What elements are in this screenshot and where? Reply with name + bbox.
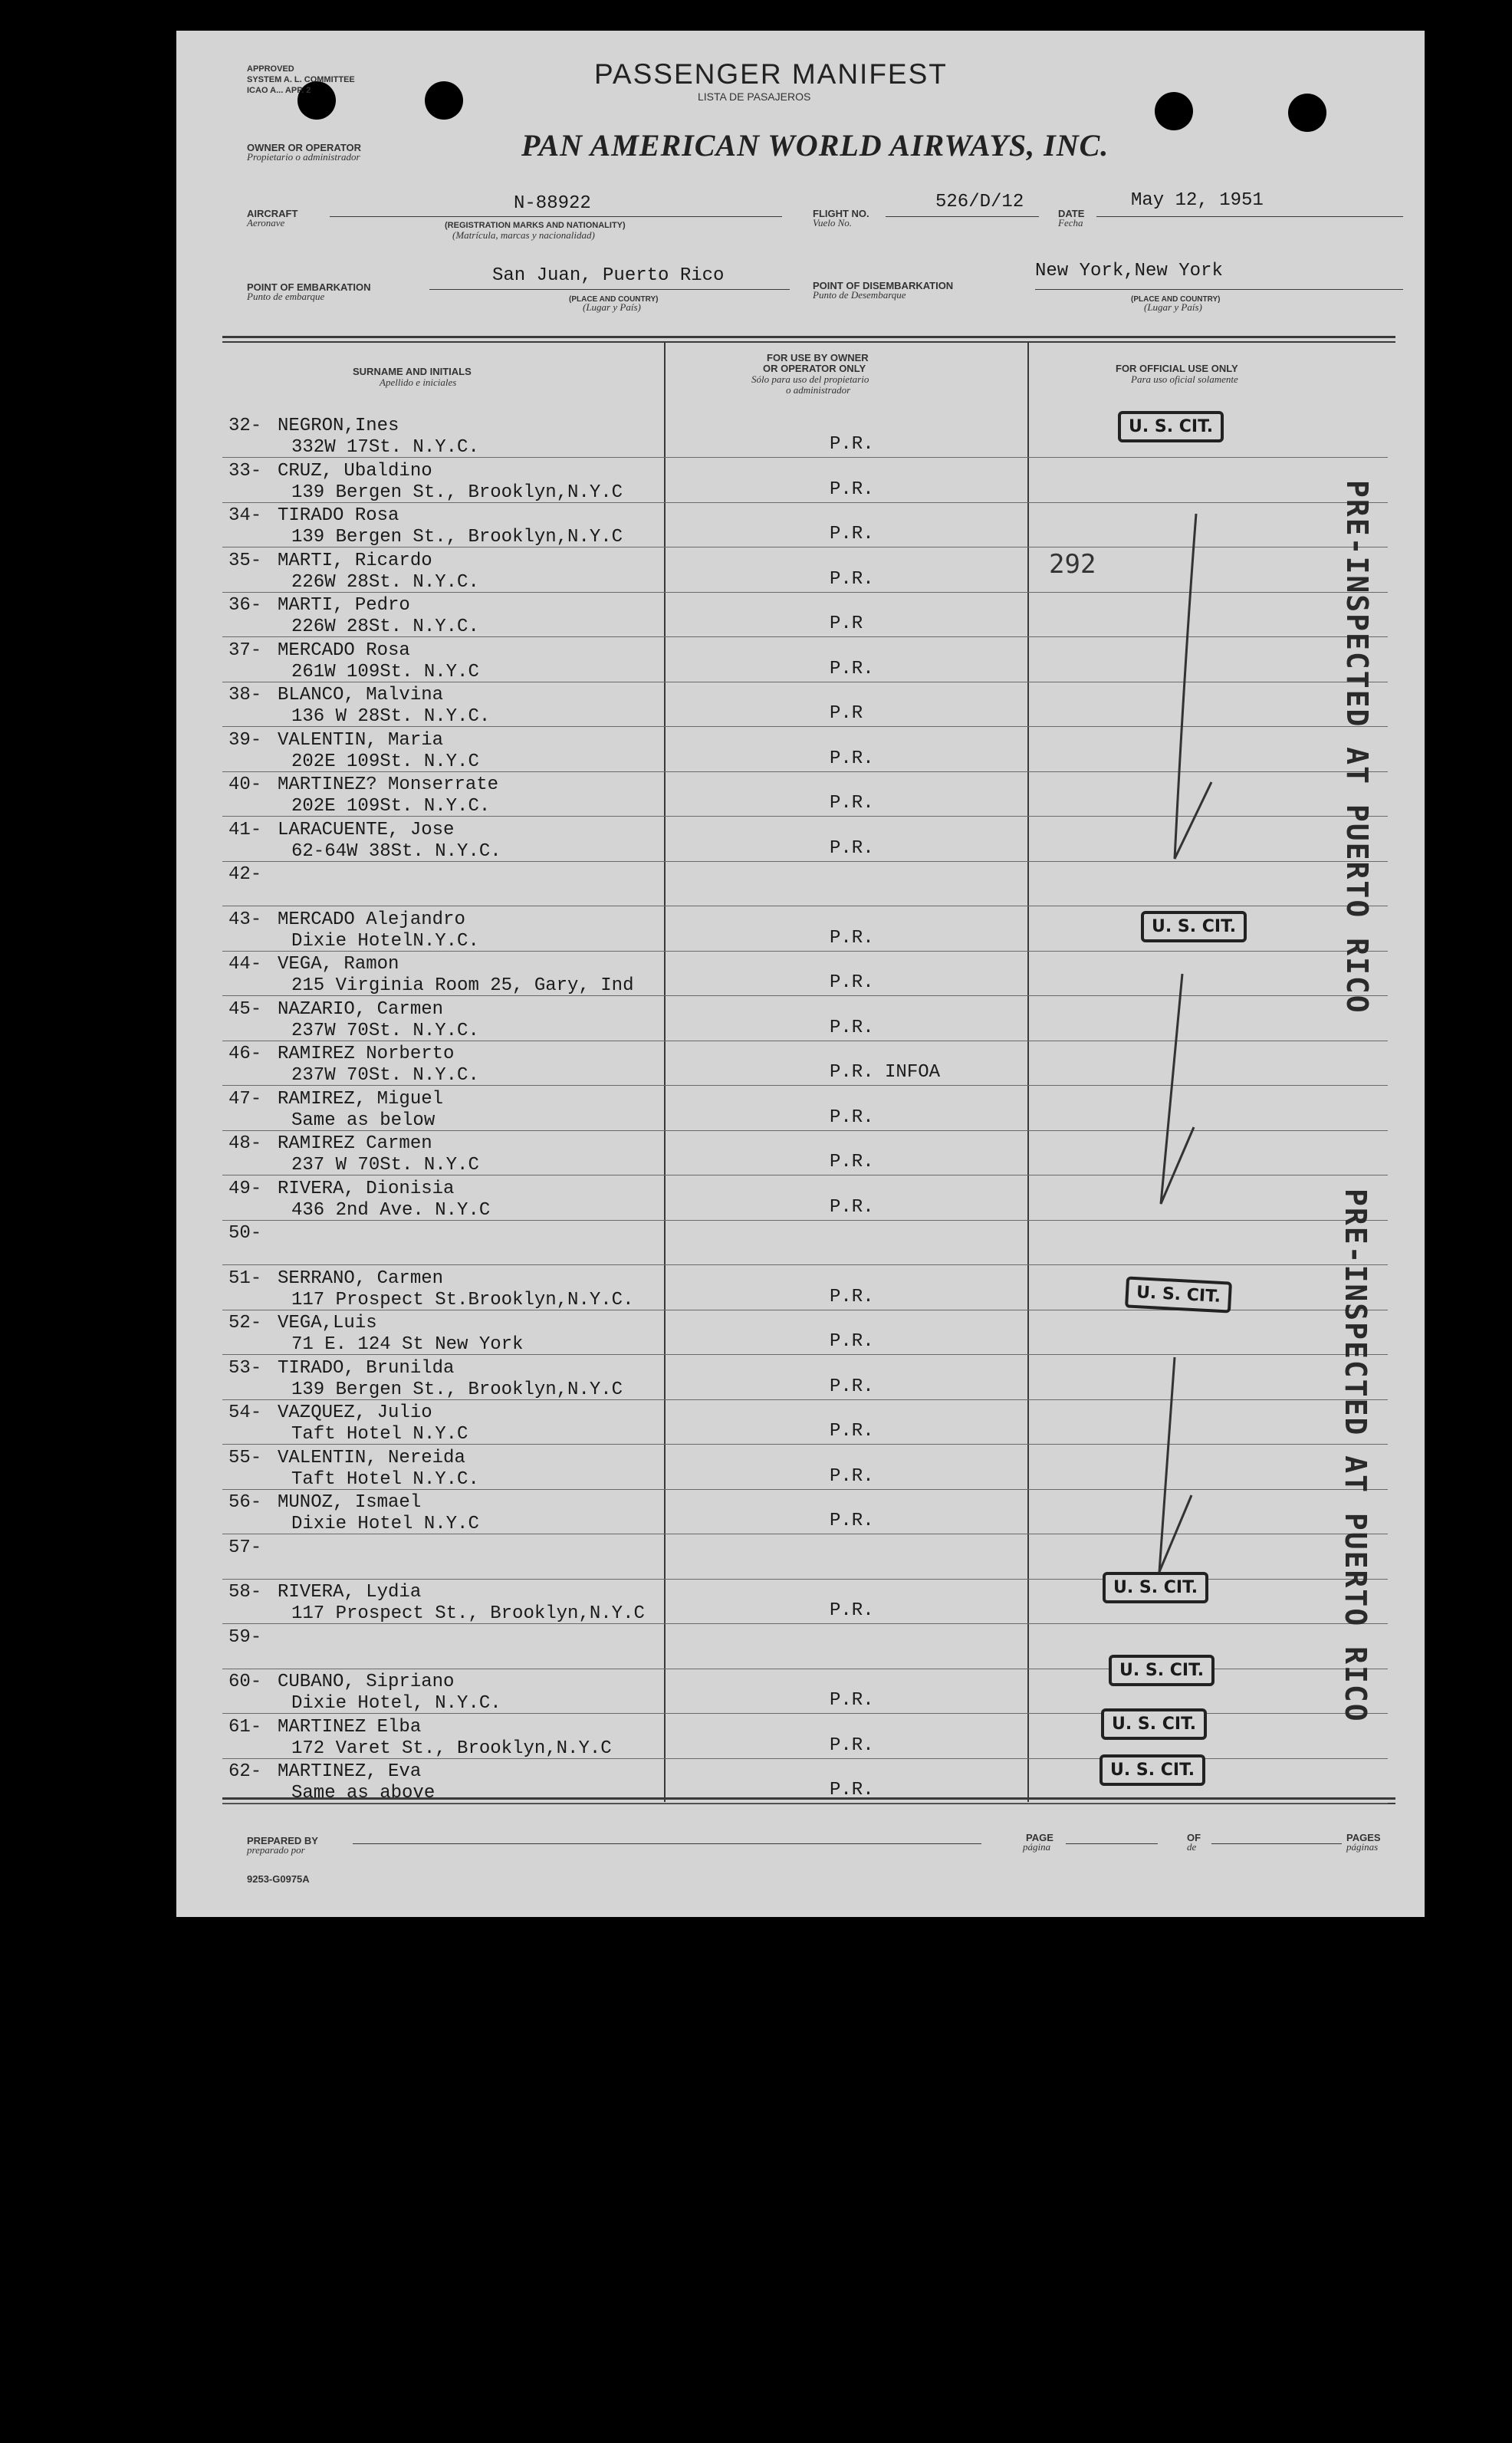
operator-note: P.R. (830, 1465, 874, 1487)
passenger-address: Dixie Hotel N.Y.C (291, 1514, 479, 1534)
row-number: 58- (228, 1582, 262, 1603)
aircraft-label: AIRCRAFT (247, 208, 298, 219)
operator-note: P.R. (830, 837, 874, 859)
passenger-address: Same as above (291, 1783, 436, 1803)
operator-note: P.R. (830, 1690, 874, 1711)
embark-value: San Juan, Puerto Rico (492, 265, 725, 286)
owner-label-es: Propietario o administrador (247, 151, 360, 163)
passenger-address: 332W 17St. N.Y.C. (291, 437, 479, 458)
pages-label-es: páginas (1346, 1841, 1379, 1853)
row-number: 51- (228, 1268, 262, 1289)
row-number: 52- (228, 1313, 262, 1333)
passenger-address: 62-64W 38St. N.Y.C. (291, 840, 501, 862)
aircraft-note-es: (Matrícula, marcas y nacionalidad) (452, 229, 595, 241)
passenger-address: 139 Bergen St., Brooklyn,N.Y.C (291, 482, 623, 503)
passenger-address: 237W 70St. N.Y.C. (291, 1065, 479, 1086)
passenger-name: MARTINEZ, Eva (278, 1761, 422, 1782)
operator-note: P.R. (830, 478, 874, 500)
approved-line: SYSTEM A. L. COMMITTEE (247, 75, 355, 84)
row-number: 46- (228, 1044, 262, 1064)
row-number: 56- (228, 1492, 262, 1513)
form-code: 9253-G0975A (247, 1873, 310, 1885)
operator-note: P.R. (830, 793, 874, 814)
page-title: PASSENGER MANIFEST (594, 58, 948, 90)
passenger-address: 261W 109St. N.Y.C (291, 661, 479, 682)
embark-label: POINT OF EMBARKATION (247, 281, 371, 293)
col-header-owner-es-2: o administrador (786, 384, 851, 396)
row-number: 36- (228, 595, 262, 616)
col-header-official: FOR OFFICIAL USE ONLY (1116, 363, 1238, 374)
date-label-es: Fecha (1058, 217, 1083, 229)
operator-note: P.R (830, 703, 863, 724)
operator-note: P.R. (830, 434, 874, 455)
passenger-name: RAMIREZ Carmen (278, 1133, 432, 1154)
passenger-name: RIVERA, Dionisia (278, 1178, 455, 1199)
punch-hole (425, 81, 463, 120)
passenger-address: 117 Prospect St., Brooklyn,N.Y.C (291, 1603, 645, 1624)
place-note: (PLACE AND COUNTRY) (1131, 295, 1221, 304)
us-cit-stamp: U. S. CIT. (1103, 1572, 1208, 1603)
passenger-address: 237 W 70St. N.Y.C (291, 1155, 479, 1175)
row-number: 41- (228, 819, 262, 840)
passenger-address: 117 Prospect St.Brooklyn,N.Y.C. (291, 1289, 634, 1310)
passenger-address: 139 Bergen St., Brooklyn,N.Y.C (291, 527, 623, 547)
pre-inspected-stamp: PRE-INSPECTED AT PUERTO RICO (1339, 1189, 1372, 1723)
passenger-name: MARTI, Ricardo (278, 550, 432, 571)
us-cit-stamp: U. S. CIT. (1118, 411, 1224, 442)
passenger-address: 139 Bergen St., Brooklyn,N.Y.C (291, 1379, 623, 1400)
passenger-name: LARACUENTE, Jose (278, 819, 455, 840)
operator-note: P.R. (830, 568, 874, 590)
row-number: 37- (228, 640, 262, 661)
disembark-label-es: Punto de Desembarque (813, 289, 906, 301)
row-number: 47- (228, 1088, 262, 1110)
col-header-official-es: Para uso oficial solamente (1131, 373, 1238, 385)
operator-note: P.R. (830, 1511, 874, 1531)
us-cit-stamp: U. S. CIT. (1125, 1276, 1232, 1313)
approved-line: ICAO A... APP. 2 (247, 86, 311, 95)
row-number: 62- (228, 1761, 262, 1782)
aircraft-note: (REGISTRATION MARKS AND NATIONALITY) (445, 221, 626, 230)
passenger-address: Dixie Hotel, N.Y.C. (291, 1693, 501, 1714)
operator-note: P.R. (830, 1152, 874, 1172)
operator-note: P.R. (830, 1376, 874, 1397)
passenger-address: 71 E. 124 St New York (291, 1334, 524, 1355)
passenger-name: RAMIREZ, Miguel (278, 1088, 444, 1110)
pre-inspected-stamp: PRE-INSPECTED AT PUERTO RICO (1340, 480, 1374, 1014)
passenger-name: CUBANO, Sipriano (278, 1672, 455, 1692)
row-number: 33- (228, 460, 262, 482)
us-cit-stamp: U. S. CIT. (1141, 911, 1247, 942)
place-note-es: (Lugar y País) (583, 301, 641, 313)
passenger-name: BLANCO, Malvina (278, 685, 444, 705)
col-header-owner-es: Sólo para uso del propietario (751, 373, 869, 385)
passenger-address: 226W 28St. N.Y.C. (291, 571, 479, 593)
passenger-address: 226W 28St. N.Y.C. (291, 617, 479, 637)
operator-note: P.R (830, 613, 863, 634)
row-number: 49- (228, 1178, 262, 1199)
page-subtitle: LISTA DE PASAJEROS (698, 90, 811, 103)
passenger-name: NAZARIO, Carmen (278, 998, 444, 1020)
operator-note: P.R. (830, 524, 874, 544)
operator-note: P.R. INFOA (830, 1062, 941, 1083)
pages-label: PAGES (1346, 1832, 1381, 1843)
passenger-name: VAZQUEZ, Julio (278, 1402, 432, 1423)
check-mark (1144, 943, 1236, 1250)
passenger-name: SERRANO, Carmen (278, 1268, 444, 1289)
us-cit-stamp: U. S. CIT. (1109, 1655, 1215, 1686)
operator-note: P.R. (830, 658, 874, 679)
operator-note: P.R. (830, 1600, 874, 1621)
punch-hole (1288, 94, 1326, 132)
passenger-name: VEGA,Luis (278, 1313, 377, 1333)
passenger-address: 172 Varet St., Brooklyn,N.Y.C (291, 1738, 612, 1759)
place-note-es: (Lugar y País) (1144, 301, 1202, 313)
operator-note: P.R. (830, 1421, 874, 1442)
row-number: 45- (228, 998, 262, 1020)
passenger-address: 237W 70St. N.Y.C. (291, 1020, 479, 1041)
row-number: 61- (228, 1716, 262, 1738)
passenger-name: MARTI, Pedro (278, 595, 410, 616)
passenger-name: VEGA, Ramon (278, 954, 399, 975)
date-value: May 12, 1951 (1131, 190, 1264, 211)
page-label-es: página (1023, 1841, 1051, 1853)
row-divider (222, 1264, 1388, 1265)
row-number: 43- (228, 909, 262, 930)
place-note: (PLACE AND COUNTRY) (569, 295, 659, 304)
prepared-label-es: preparado por (247, 1844, 305, 1856)
check-mark (1158, 460, 1250, 889)
us-cit-stamp: U. S. CIT. (1101, 1708, 1207, 1740)
passenger-address: 136 W 28St. N.Y.C. (291, 706, 491, 727)
passenger-name: MARTINEZ? Monserrate (278, 774, 499, 795)
passenger-address: 202E 109St. N.Y.C. (291, 796, 491, 817)
embark-label-es: Punto de embarque (247, 291, 325, 302)
official-number: 292 (1049, 549, 1096, 580)
operator-note: P.R. (830, 927, 874, 949)
row-number: 57- (228, 1537, 262, 1558)
row-number: 54- (228, 1402, 262, 1423)
row-number: 39- (228, 729, 262, 751)
operator-note: P.R. (830, 1017, 874, 1038)
owner-label: OWNER OR OPERATOR (247, 142, 362, 153)
row-number: 32- (228, 416, 262, 436)
row-number: 60- (228, 1672, 262, 1692)
row-number: 48- (228, 1133, 262, 1154)
passenger-address: Taft Hotel N.Y.C (291, 1424, 468, 1445)
passenger-name: MERCADO Rosa (278, 640, 410, 661)
date-label: DATE (1058, 208, 1085, 219)
passenger-address: Taft Hotel N.Y.C. (291, 1468, 479, 1490)
row-number: 53- (228, 1357, 262, 1379)
row-number: 44- (228, 954, 262, 975)
col-header-surname-es: Apellido e iniciales (380, 376, 457, 388)
passenger-name: TIRADO, Brunilda (278, 1357, 455, 1379)
airline-name: PAN AMERICAN WORLD AIRWAYS, INC. (521, 128, 1109, 163)
row-number: 34- (228, 505, 262, 526)
aircraft-value: N-88922 (514, 193, 591, 214)
aircraft-label-es: Aeronave (247, 217, 285, 229)
col-header-surname: SURNAME AND INITIALS (353, 366, 472, 377)
page-label: PAGE (1026, 1832, 1053, 1843)
operator-note: P.R. (830, 1286, 874, 1307)
row-number: 59- (228, 1626, 262, 1648)
row-number: 35- (228, 550, 262, 571)
passenger-name: VALENTIN, Maria (278, 729, 444, 751)
flight-value: 526/D/12 (935, 192, 1024, 212)
passenger-name: MERCADO Alejandro (278, 909, 465, 930)
operator-note: P.R. (830, 1106, 874, 1128)
flight-label-es: Vuelo No. (813, 217, 853, 229)
operator-note: P.R. (830, 748, 874, 769)
passenger-name: VALENTIN, Nereida (278, 1447, 465, 1468)
check-mark (1144, 1327, 1236, 1603)
us-cit-stamp: U. S. CIT. (1099, 1754, 1205, 1786)
of-label: OF (1187, 1832, 1201, 1843)
passenger-name: TIRADO Rosa (278, 505, 399, 526)
punch-hole (1155, 92, 1193, 130)
col-header-owner-2: OR OPERATOR ONLY (763, 363, 866, 374)
passenger-address: 436 2nd Ave. N.Y.C (291, 1199, 491, 1221)
passenger-address: 202E 109St. N.Y.C (291, 751, 479, 772)
manifest-sheet (176, 31, 1425, 1917)
disembark-value: New York,New York (1035, 261, 1223, 281)
passenger-address: 215 Virginia Room 25, Gary, Ind (291, 975, 634, 996)
flight-label: FLIGHT NO. (813, 208, 869, 219)
operator-note: P.R. (830, 972, 874, 993)
row-number: 50- (228, 1223, 262, 1244)
operator-note: P.R. (830, 1780, 874, 1800)
approved-line: APPROVED (247, 64, 294, 74)
row-number: 40- (228, 774, 262, 795)
passenger-name: CRUZ, Ubaldino (278, 460, 432, 482)
operator-note: P.R. (830, 1331, 874, 1352)
of-label-es: de (1187, 1841, 1197, 1853)
passenger-name: RIVERA, Lydia (278, 1582, 422, 1603)
disembark-label: POINT OF DISEMBARKATION (813, 280, 954, 291)
row-number: 38- (228, 685, 262, 705)
prepared-label: PREPARED BY (247, 1835, 318, 1846)
passenger-name: RAMIREZ Norberto (278, 1044, 455, 1064)
passenger-name: NEGRON,Ines (278, 416, 399, 436)
passenger-address: Same as below (291, 1110, 436, 1131)
passenger-address: Dixie HotelN.Y.C. (291, 930, 479, 952)
operator-note: P.R. (830, 1734, 874, 1756)
col-header-owner: FOR USE BY OWNER (767, 352, 869, 363)
row-number: 42- (228, 864, 262, 885)
row-number: 55- (228, 1447, 262, 1468)
passenger-name: MUNOZ, Ismael (278, 1492, 422, 1513)
operator-note: P.R. (830, 1196, 874, 1218)
passenger-name: MARTINEZ Elba (278, 1716, 422, 1738)
